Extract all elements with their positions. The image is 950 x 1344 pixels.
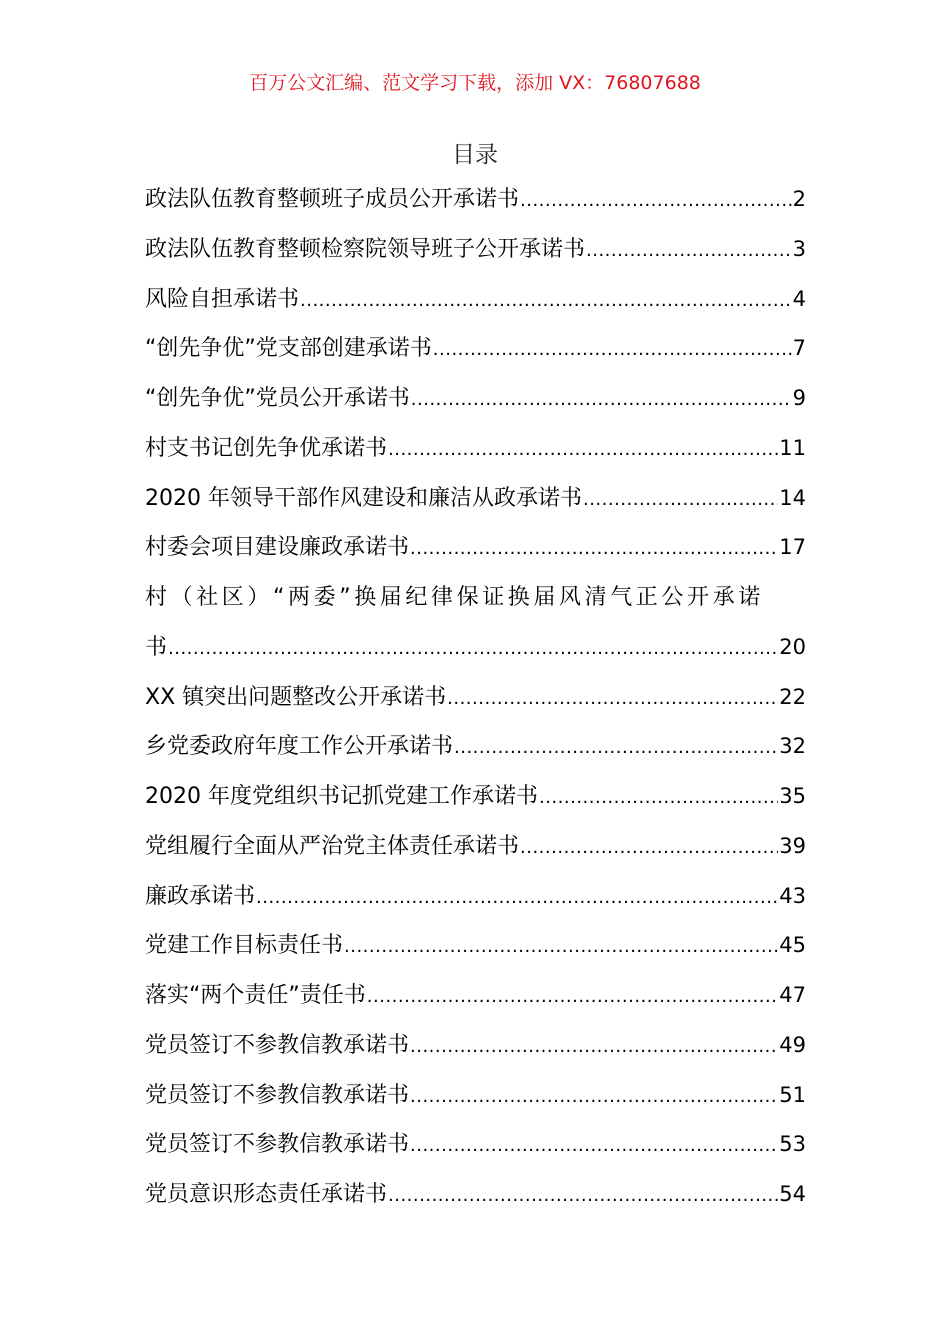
toc-entry-page: 43: [779, 883, 806, 908]
toc-entry[interactable]: [145, 374, 806, 424]
toc-entry[interactable]: [145, 722, 806, 772]
toc-entry-title: 村（社区）“两委”换届纪律保证换届风清气正公开承诺: [145, 585, 764, 610]
dot-leader: [411, 374, 792, 425]
dot-leader: [410, 1120, 778, 1171]
toc-entry[interactable]: [145, 225, 806, 275]
toc-entry[interactable]: [145, 921, 806, 971]
toc-entry-title: 党员签订不参教信教承诺书: [145, 1132, 410, 1158]
toc-entry-page: 39: [779, 833, 806, 858]
toc-entry[interactable]: [145, 523, 806, 573]
toc-entry-title: 村支书记创先争优承诺书: [145, 435, 388, 461]
toc-entry-page: 3: [792, 236, 806, 261]
toc-entry[interactable]: [145, 474, 806, 524]
dot-leader: [300, 275, 792, 326]
dot-leader: [168, 623, 778, 674]
toc-entry[interactable]: [145, 872, 806, 922]
toc-entry[interactable]: [145, 275, 806, 325]
toc-entry-title: 党组履行全面从严治党主体责任承诺书: [145, 833, 520, 859]
toc-entry-title: “创先争优”党员公开承诺书: [145, 386, 410, 411]
toc-title: 目录: [452, 142, 498, 168]
dot-leader: [520, 822, 778, 873]
toc-entry[interactable]: [145, 1021, 806, 1071]
dot-leader: [586, 225, 792, 276]
toc-entry-title: 党员签订不参教信教承诺书: [145, 1032, 410, 1058]
dot-leader: [433, 324, 792, 375]
toc-entry-wrapped-line1[interactable]: [145, 573, 806, 623]
table-of-contents: [145, 175, 806, 1220]
toc-entry-page: 45: [779, 933, 806, 958]
dot-leader: [410, 523, 778, 574]
toc-entry-title: 乡党委政府年度工作公开承诺书: [145, 734, 454, 760]
toc-entry-page: 54: [779, 1182, 806, 1206]
toc-entry[interactable]: [145, 971, 806, 1021]
dot-leader: [388, 424, 778, 475]
toc-entry-title: 村委会项目建设廉政承诺书: [145, 535, 410, 561]
toc-entry-title: “创先争优”党支部创建承诺书: [145, 336, 432, 362]
toc-entry[interactable]: [145, 424, 806, 474]
toc-entry-title: 政法队伍教育整顿班子成员公开承诺书: [145, 187, 520, 212]
toc-entry[interactable]: [145, 324, 806, 374]
toc-entry[interactable]: [145, 1120, 806, 1170]
toc-entry-page: 53: [779, 1132, 806, 1157]
toc-entry[interactable]: [145, 1071, 806, 1121]
toc-entry-page: 49: [779, 1032, 806, 1057]
toc-entry-page: 14: [779, 485, 806, 510]
dot-leader: [454, 722, 778, 773]
toc-entry-title: 廉政承诺书: [145, 883, 256, 909]
dot-leader: [344, 921, 778, 972]
download-banner: 百万公文汇编、范文学习下载，添加 VX：76807688: [249, 72, 701, 94]
toc-entry-page: 17: [779, 535, 806, 560]
dot-leader: [367, 971, 778, 1022]
toc-entry-title: 党建工作目标责任书: [145, 933, 344, 959]
dot-leader: [388, 1170, 778, 1221]
toc-entry-page: 32: [779, 734, 806, 759]
toc-entry-title: 落实“两个责任”责任书: [145, 983, 366, 1008]
toc-entry-title: 政法队伍教育整顿检察院领导班子公开承诺书: [145, 236, 586, 262]
dot-leader: [520, 175, 792, 226]
dot-leader: [539, 772, 778, 823]
toc-entry-page: 22: [779, 684, 806, 709]
dot-leader: [583, 474, 778, 525]
toc-entry-title: 2020 年度党组织书记抓党建工作承诺书: [145, 784, 538, 809]
dot-leader: [447, 673, 778, 724]
toc-entry-title: 党员意识形态责任承诺书: [145, 1182, 388, 1207]
toc-entry[interactable]: [145, 822, 806, 872]
toc-entry-title: XX 镇突出问题整改公开承诺书: [145, 684, 447, 710]
toc-entry-page: 47: [779, 983, 806, 1007]
toc-entry-page: 51: [779, 1082, 806, 1107]
dot-leader: [410, 1071, 778, 1122]
toc-entry-title: 党员签订不参教信教承诺书: [145, 1082, 410, 1108]
toc-entry[interactable]: [145, 175, 806, 225]
toc-entry-page: 35: [779, 784, 806, 808]
toc-entry-title: 2020 年领导干部作风建设和廉洁从政承诺书: [145, 485, 582, 511]
toc-entry[interactable]: [145, 673, 806, 723]
toc-entry[interactable]: [145, 772, 806, 822]
toc-entry-page: 20: [779, 634, 806, 659]
toc-entry-title: 书: [145, 634, 168, 660]
toc-entry-page: 4: [792, 286, 806, 311]
toc-entry-page: 2: [792, 187, 806, 211]
dot-leader: [256, 872, 778, 923]
toc-entry-wrapped-line2[interactable]: [145, 623, 806, 673]
dot-leader: [410, 1021, 778, 1072]
toc-entry-page: 11: [779, 435, 806, 460]
toc-entry-title: 风险自担承诺书: [145, 286, 300, 312]
toc-entry-page: 9: [792, 386, 806, 410]
toc-entry[interactable]: [145, 1170, 806, 1220]
toc-entry-page: 7: [792, 336, 806, 361]
